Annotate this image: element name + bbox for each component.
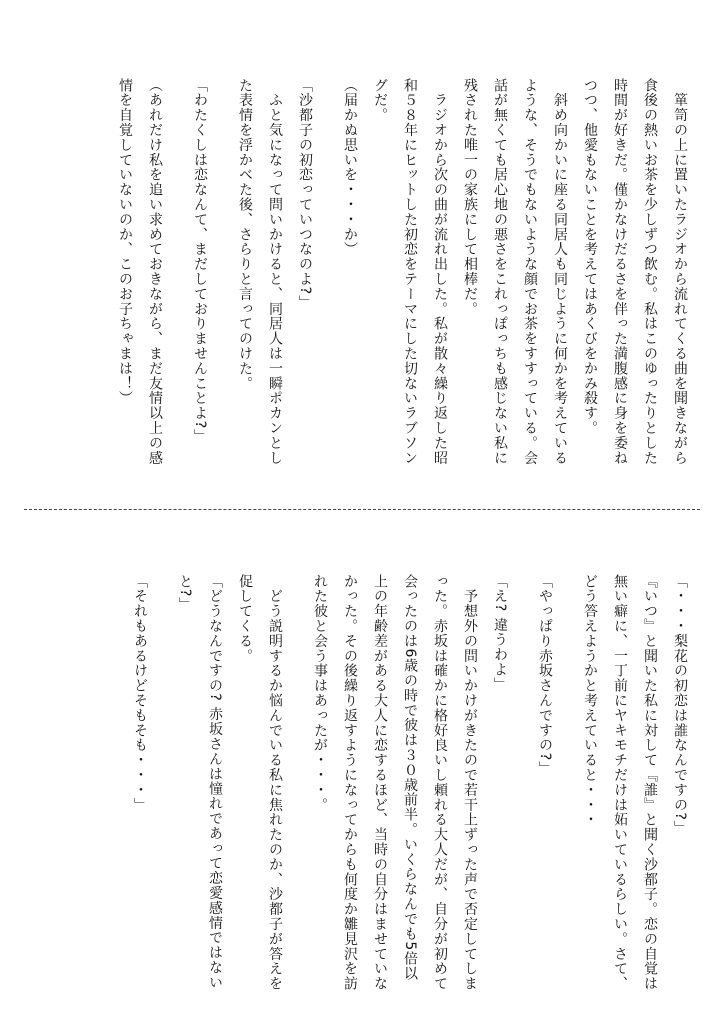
paragraph: 「沙都子の初恋っていつなのよ?」 [297,78,313,310]
paragraph: 「やっぱり赤坂さんですの?」 [537,574,553,777]
paragraph: 「・・・梨花の初恋は誰なんですの?」 [672,574,688,836]
paragraph: 「どうなんですの? 赤坂さんは憧れであって恋愛感情ではないと?」 [177,574,223,990]
paragraph: （届かぬ思いを・・・か） [342,78,358,257]
paragraph: 「え? 違うわよ」 [492,574,508,692]
paragraph: 斜め向かいに座る同居人も同じように何かを考えているような、そうでもないような顔でお茶をすすっている。会話が無くても居心地の悪さをこれっぽっちも感じない私に残された唯一の家族にして相棒だ。 [462,78,568,466]
bottom-text-block [55,574,695,994]
paragraph: ラジオから次の曲が流れ出した。私が散々繰り返した昭和５８年にヒットした初恋をテーマにした切ないラブソングだ。 [372,78,448,466]
paragraph: （あれだけ私を追い求めておきながら、まだ友情以上の感情を自覚していないのか、このお子ちゃまは！） [117,78,163,466]
paragraph: 「わたくしは恋なんて、まだしておりませんことよ?」 [192,78,208,444]
paragraph: 「それもあるけどそもそも・・・」 [132,574,148,813]
paragraph: ふと気になって問いかけると、同居人は一瞬ポカンとした表情を浮かべた後、さらりと言ってのけた。 [237,78,283,466]
top-text-block [55,78,695,478]
paragraph: 箪笥の上に置いたラジオから流れてくる曲を聞きながら食後の熱いお茶を少しずつ飲む。私はこのゆったりとした時間が好きだ。僅かなけだるさを伴った満腹感に身を委ねつつ、他愛もないことを考えてはあくびをかみ殺す。 [582,78,688,466]
paragraph: 予想外の問いかけがきたので若干上ずった声で否定してしまった。赤坂は確かに格好良いし頼れる大人だが、自分が初めて会ったのは6歳の時で彼は３０歳前半。いくらなんでも5倍以上の年齢差がある大人に恋するほど、当時の自分はませていなかった。その後繰り返すようになってからも何度か雛見沢を訪れた彼と会う事はあったが・・・。 [312,574,478,992]
paragraph: どう説明するか悩んでいる私に焦れたのか、沙都子が答えを促してくる。 [237,574,283,992]
paragraph: 『いつ』と聞いた私に対して『誰』と聞く沙都子。恋の自覚は無い癖に、一丁前にヤキモチだけは妬いているらしい。さて、どう答えようかと考えていると・・・ [582,574,658,992]
section-divider [24,509,700,510]
